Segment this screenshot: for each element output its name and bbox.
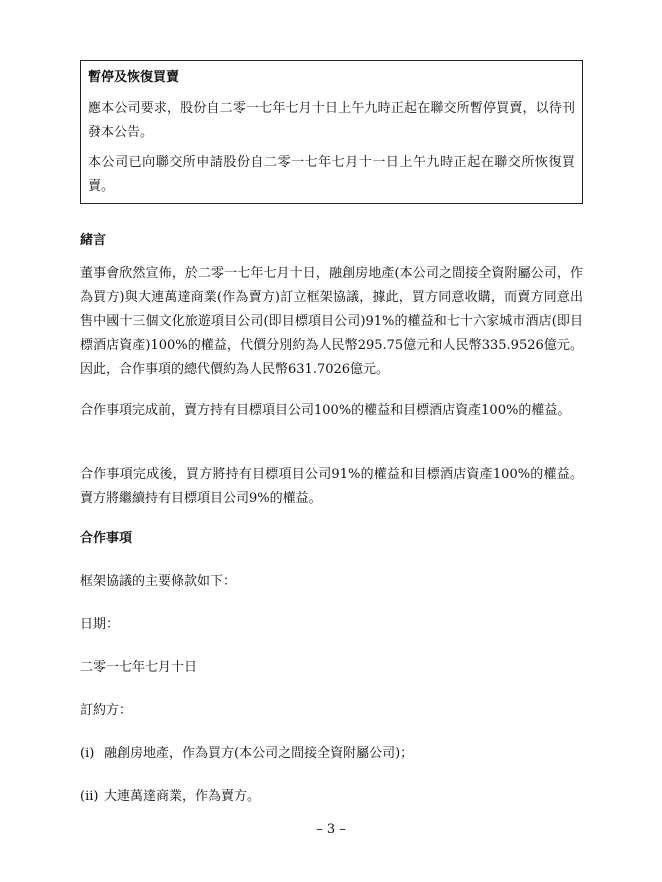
party-text: 大連萬達商業，作為賣方。 xyxy=(104,789,261,804)
page-number: – 3 – xyxy=(316,822,346,837)
list-marker: (i) xyxy=(80,746,95,761)
terms-intro: 框架協議的主要條款如下： xyxy=(80,574,237,589)
party-list-item-purchaser xyxy=(80,745,413,763)
trading-suspension-notice-box xyxy=(80,60,583,204)
intro-paragraph-announcement: 董事會欣然宣佈，於二零一七年七月十日，融創房地產(本公司之間接全資附屬公司，作為買方)與大連萬達商業(作為賣方)訂立框架協議，據此，買方同意收購，而賣方同意出售中國十三個文化旅遊項目公司(即目標項目公司)91%的權益和七十六家城市酒店(即目標酒店資產)100%的權益，代價分別約為人民幣295.75億元和人民幣335.9526億元。因此，合作事項的總代價約為人民幣631.7026億元。 xyxy=(80,266,583,377)
intro-paragraph-after-completion: 合作事項完成後，買方將持有目標項目公司91%的權益和目標酒店資產100%的權益。賣方將繼續持有目標項目公司9%的權益。 xyxy=(80,467,583,506)
notice-title: 暫停及恢復買賣 xyxy=(88,70,180,85)
parties-label: 訂約方： xyxy=(80,703,133,718)
party-list-item-vendor xyxy=(80,788,260,806)
intro-heading: 緒言 xyxy=(80,233,107,248)
intro-paragraph-before-completion: 合作事項完成前，賣方持有目標項目公司100%的權益和目標酒店資產100%的權益。 xyxy=(80,403,571,418)
notice-paragraph-resumption: 本公司已向聯交所申請股份自二零一七年七月十一日上午九時正起在聯交所恢復買賣。 xyxy=(88,155,575,194)
notice-paragraph-suspension: 應本公司要求，股份自二零一七年七月十日上午九時正起在聯交所暫停買賣，以待刊發本公告。 xyxy=(88,101,575,140)
list-marker: (ii) xyxy=(80,789,99,804)
party-text: 融創房地產，作為買方(本公司之間接全資附屬公司)； xyxy=(104,746,414,761)
date-value: 二零一七年七月十日 xyxy=(80,660,198,675)
date-label: 日期： xyxy=(80,617,120,632)
cooperation-heading: 合作事項 xyxy=(80,531,133,546)
